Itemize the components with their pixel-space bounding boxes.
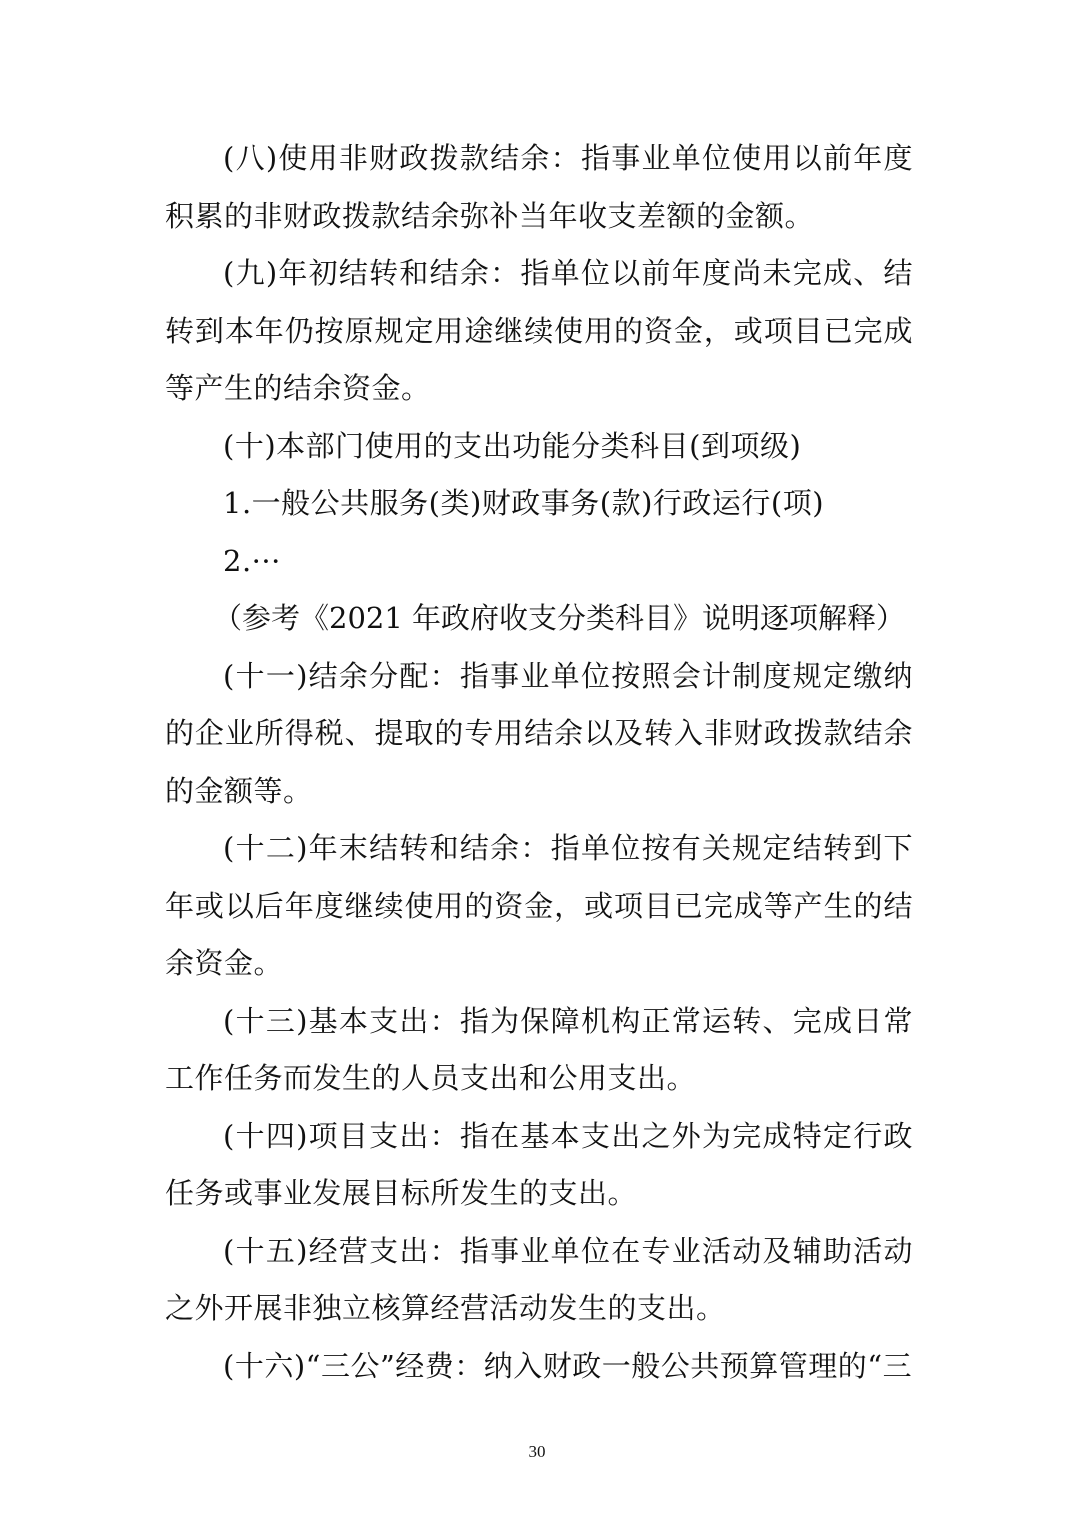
paragraph-item-13: (十三)基本支出：指为保障机构正常运转、完成日常工作任务而发生的人员支出和公用支出。 [165,1003,913,1095]
paragraph-item-11: (十一)结余分配：指事业单位按照会计制度规定缴纳的企业所得税、提取的专用结余以及转入非财政拨款结余的金额等。 [165,658,913,808]
paragraph-subitem-1: 1.一般公共服务(类)财政事务(款)行政运行(项) [223,486,825,520]
paragraph-item-14: (十四)项目支出：指在基本支出之外为完成特定行政任务或事业发展目标所发生的支出。 [165,1118,913,1210]
paragraph-item-10: (十)本部门使用的支出功能分类科目(到项级) [223,428,802,463]
paragraph-item-8: (八)使用非财政拨款结余：指事业单位使用以前年度积累的非财政拨款结余弥补当年收支差额的金额。 [165,141,913,233]
document-body [165,130,913,1395]
reference-note: （参考《2021 年政府收支分类科目》说明逐项解释） [213,601,906,635]
paragraph-item-16: (十六)“三公”经费：纳入财政一般公共预算管理的“三 [223,1348,913,1383]
paragraph-item-9: (九)年初结转和结余：指单位以前年度尚未完成、结转到本年仍按原规定用途继续使用的资金，或项目已完成等产生的结余资金。 [165,256,913,405]
paragraph-item-12: (十二)年末结转和结余：指单位按有关规定结转到下年或以后年度继续使用的资金，或项目已完成等产生的结余资金。 [165,831,913,980]
page-number: 30 [528,1442,546,1461]
paragraph-subitem-2: 2.··· [223,543,281,578]
paragraph-item-15: (十五)经营支出：指事业单位在专业活动及辅助活动之外开展非独立核算经营活动发生的支出。 [165,1233,913,1325]
